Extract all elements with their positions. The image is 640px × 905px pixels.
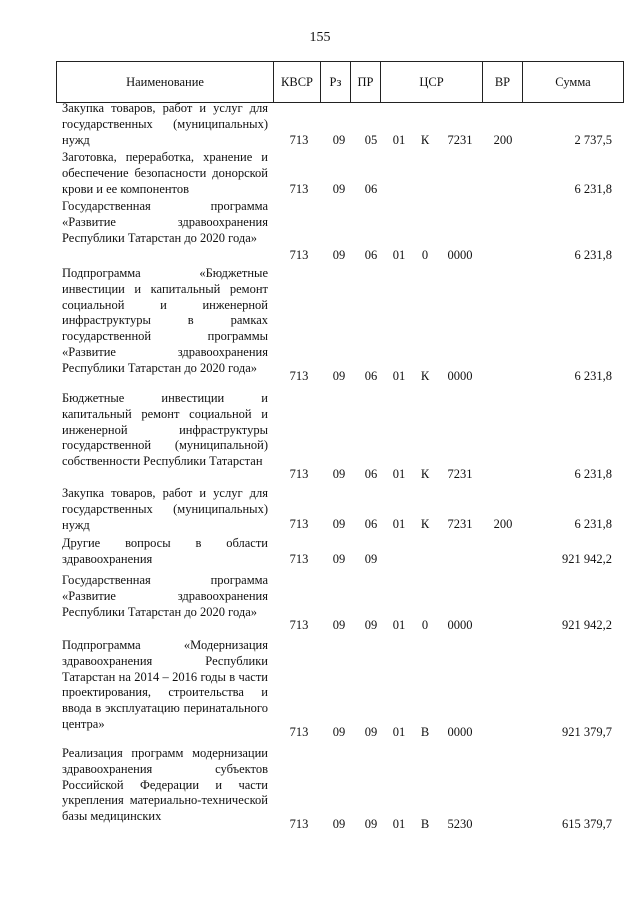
row-sum: 6 231,8 [574, 182, 612, 196]
row-pr: 09 [364, 817, 378, 831]
row-pr: 06 [364, 369, 378, 383]
row-csr-subprogram: В [420, 725, 430, 739]
table-header [56, 61, 624, 103]
row-csr-direction: 5230 [447, 817, 473, 831]
row-csr-subprogram: К [420, 133, 430, 147]
row-pr: 06 [364, 182, 378, 196]
row-name: Реализация программ модернизации здравоохранения субъектов Российской Федерации и части укрепления материально-технической базы медицинских [62, 746, 268, 824]
row-sum: 6 231,8 [574, 517, 612, 531]
table-row [0, 391, 640, 482]
header-kvsr: КВСР [274, 62, 321, 102]
row-name: Закупка товаров, работ и услуг для государственных (муниципальных) нужд [62, 101, 268, 147]
row-pr: 06 [364, 517, 378, 531]
row-sum: 921 942,2 [562, 618, 612, 632]
page-number: 155 [309, 30, 331, 45]
row-rz: 09 [332, 133, 346, 147]
row-rz: 09 [332, 618, 346, 632]
row-kvsr: 713 [289, 182, 309, 196]
row-csr-subprogram: К [420, 517, 430, 531]
header-sum: Сумма [555, 75, 591, 89]
table-row [0, 746, 640, 832]
row-csr-subprogram: В [420, 817, 430, 831]
row-name: Другие вопросы в области здравоохранения [62, 536, 268, 566]
row-name: Государственная программа «Развитие здравоохранения Республики Татарстан до 2020 года» [62, 573, 268, 619]
table-row [0, 266, 640, 384]
table-row [0, 199, 640, 263]
row-csr-program: 01 [392, 133, 406, 147]
row-rz: 09 [332, 517, 346, 531]
row-sum: 2 737,5 [574, 133, 612, 147]
header-vr: ВР [483, 62, 523, 102]
row-rz: 09 [332, 467, 346, 481]
row-csr-subprogram: К [420, 467, 430, 481]
row-csr-direction: 0000 [447, 369, 473, 383]
row-csr-subprogram: К [420, 369, 430, 383]
row-kvsr: 713 [289, 817, 309, 831]
row-pr: 05 [364, 133, 378, 147]
row-vr: 200 [493, 517, 513, 531]
row-name: Государственная программа «Развитие здравоохранения Республики Татарстан до 2020 года» [62, 199, 268, 245]
header-name: Наименование [57, 62, 274, 102]
row-kvsr: 713 [289, 467, 309, 481]
row-rz: 09 [332, 248, 346, 262]
table-row [0, 101, 640, 148]
row-kvsr: 713 [289, 618, 309, 632]
table-row [0, 536, 640, 567]
row-sum: 615 379,7 [562, 817, 612, 831]
row-csr-direction: 0000 [447, 618, 473, 632]
row-rz: 09 [332, 182, 346, 196]
table-row [0, 573, 640, 633]
row-rz: 09 [332, 552, 346, 566]
row-sum: 6 231,8 [574, 248, 612, 262]
row-sum: 921 379,7 [562, 725, 612, 739]
row-name: Подпрограмма «Бюджетные инвестиции и капитальный ремонт социальной и инженерной инфраструктуры в рамках государственной программы «Развитие здравоохранения Республики Татарстан до 2020 года» [62, 266, 268, 375]
row-csr-program: 01 [392, 817, 406, 831]
row-csr-program: 01 [392, 248, 406, 262]
row-kvsr: 713 [289, 133, 309, 147]
row-csr-subprogram: 0 [421, 248, 429, 262]
table-row [0, 638, 640, 740]
row-csr-program: 01 [392, 618, 406, 632]
row-pr: 06 [364, 248, 378, 262]
table-row [0, 486, 640, 532]
row-name: Подпрограмма «Модернизация здравоохранения Республики Татарстан на 2014 – 2016 годы в части проектирования, строительства и ввода в эксплуатацию перинатального центра» [62, 638, 268, 731]
row-rz: 09 [332, 369, 346, 383]
header-pr: ПР [351, 62, 381, 102]
row-pr: 09 [364, 725, 378, 739]
row-csr-direction: 7231 [447, 133, 473, 147]
row-csr-direction: 0000 [447, 248, 473, 262]
row-pr: 09 [364, 618, 378, 632]
row-sum: 6 231,8 [574, 369, 612, 383]
row-kvsr: 713 [289, 552, 309, 566]
row-rz: 09 [332, 725, 346, 739]
row-csr-direction: 7231 [447, 517, 473, 531]
row-csr-program: 01 [392, 369, 406, 383]
table-row [0, 150, 640, 197]
row-csr-subprogram: 0 [421, 618, 429, 632]
row-pr: 06 [364, 467, 378, 481]
row-kvsr: 713 [289, 248, 309, 262]
header-csr: ЦСР [381, 62, 483, 102]
row-kvsr: 713 [289, 517, 309, 531]
row-csr-program: 01 [392, 467, 406, 481]
row-pr: 09 [364, 552, 378, 566]
row-csr-program: 01 [392, 517, 406, 531]
row-csr-direction: 7231 [447, 467, 473, 481]
row-sum: 921 942,2 [562, 552, 612, 566]
row-csr-direction: 0000 [447, 725, 473, 739]
row-kvsr: 713 [289, 369, 309, 383]
row-sum: 6 231,8 [574, 467, 612, 481]
row-name: Заготовка, переработка, хранение и обеспечение безопасности донорской крови и ее компонентов [62, 150, 268, 196]
row-csr-program: 01 [392, 725, 406, 739]
row-rz: 09 [332, 817, 346, 831]
header-rz: Рз [321, 62, 351, 102]
row-name: Закупка товаров, работ и услуг для государственных (муниципальных) нужд [62, 486, 268, 532]
row-kvsr: 713 [289, 725, 309, 739]
row-name: Бюджетные инвестиции и капитальный ремонт социальной и инженерной инфраструктуры государственной (муниципальной) собственности Республики Татарстан [62, 391, 268, 469]
row-vr: 200 [493, 133, 513, 147]
